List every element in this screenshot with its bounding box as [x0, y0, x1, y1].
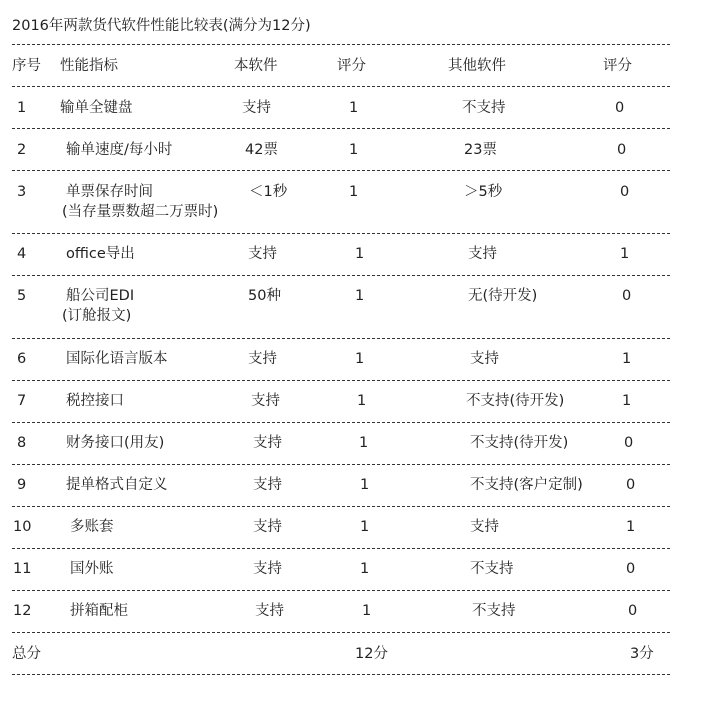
row-other-score: 0: [620, 184, 630, 200]
row-other-score: 0: [626, 477, 636, 493]
row-other-value: 无(待开发): [468, 288, 538, 304]
row-ours-score: 1: [359, 435, 369, 451]
row-ours-score: 1: [355, 351, 365, 367]
feature-name: 拼箱配柜: [70, 603, 128, 619]
row-ours-value: 支持: [248, 246, 277, 262]
row-other-score: 0: [624, 435, 634, 451]
row-ours-value: 支持: [251, 393, 280, 409]
row-other-value: ＞5秒: [464, 184, 503, 200]
row-number: 7: [17, 393, 27, 409]
row-number: 2: [17, 142, 27, 158]
row-other-value: 支持: [468, 246, 497, 262]
row-number: 11: [13, 561, 32, 577]
header-ours-score: 评分: [337, 58, 366, 74]
row-ours-value: 50种: [248, 288, 281, 304]
row-divider: [12, 128, 670, 129]
row-ours-value: 42票: [245, 142, 278, 158]
row-feature: [66, 349, 168, 369]
row-feature: [66, 391, 124, 411]
row-divider: [12, 380, 670, 381]
header-other-score: 评分: [603, 58, 632, 74]
row-ours-score: 1: [355, 288, 365, 304]
row-other-value: 不支持(待开发): [470, 435, 569, 451]
feature-name: 财务接口(用友): [66, 435, 165, 451]
row-number: 8: [17, 435, 27, 451]
row-number: 4: [17, 246, 27, 262]
feature-name: 国际化语言版本: [66, 351, 168, 367]
row-other-score: 1: [620, 246, 630, 262]
row-feature: [70, 559, 114, 579]
row-number: 1: [17, 100, 27, 116]
row-other-value: 支持: [470, 351, 499, 367]
feature-name: 船公司EDI: [66, 288, 135, 304]
row-number: 3: [17, 184, 27, 200]
row-other-score: 1: [622, 393, 632, 409]
row-other-value: 支持: [470, 519, 499, 535]
row-other-value: 不支持: [472, 603, 516, 619]
row-divider: [12, 464, 670, 465]
row-ours-score: 1: [349, 100, 359, 116]
row-divider: [12, 275, 670, 276]
row-other-value: 不支持: [462, 100, 506, 116]
row-feature: [66, 140, 172, 160]
row-divider: [12, 506, 670, 507]
row-number: 6: [17, 351, 27, 367]
row-feature: [70, 601, 128, 621]
feature-name: 输单速度/每小时: [66, 142, 173, 158]
row-ours-score: 1: [360, 561, 370, 577]
row-ours-value: 支持: [242, 100, 271, 116]
row-ours-score: 1: [349, 184, 359, 200]
row-ours-value: 支持: [253, 477, 282, 493]
row-ours-score: 1: [360, 477, 370, 493]
row-other-score: 0: [622, 288, 632, 304]
row-other-score: 1: [622, 351, 632, 367]
row-other-score: 0: [615, 100, 625, 116]
header-no: 序号: [12, 58, 41, 74]
feature-name: office导出: [66, 246, 135, 262]
row-number: 12: [13, 603, 32, 619]
row-ours-value: 支持: [253, 561, 282, 577]
row-divider: [12, 422, 670, 423]
row-other-value: 不支持(待开发): [466, 393, 565, 409]
row-feature: [66, 433, 164, 453]
row-divider: [12, 632, 670, 633]
total-other-score: 3分: [630, 646, 654, 662]
feature-note: (当存量票数超二万票时): [62, 204, 219, 220]
row-ours-value: 支持: [248, 351, 277, 367]
row-divider: [12, 233, 670, 234]
comparison-table-title: 2016年两款货代软件性能比较表(满分为12分): [12, 18, 311, 34]
row-ours-score: 1: [360, 519, 370, 535]
row-ours-score: 1: [355, 246, 365, 262]
row-number: 10: [13, 519, 32, 535]
row-feature: [62, 286, 135, 326]
row-divider: [12, 170, 670, 171]
row-ours-value: 支持: [253, 519, 282, 535]
header-ours: 本软件: [234, 58, 278, 74]
row-feature: [66, 475, 168, 495]
row-divider: [12, 674, 670, 675]
row-feature: [66, 244, 135, 264]
row-divider: [12, 590, 670, 591]
row-divider: [12, 44, 670, 45]
row-number: 5: [17, 288, 27, 304]
row-feature: [62, 182, 219, 222]
header-other: 其他软件: [448, 58, 506, 74]
row-ours-value: 支持: [255, 603, 284, 619]
row-ours-score: 1: [357, 393, 367, 409]
feature-name: 税控接口: [66, 393, 124, 409]
row-ours-score: 1: [349, 142, 359, 158]
total-label: 总分: [12, 646, 41, 662]
row-feature: [70, 517, 114, 537]
row-other-score: 0: [626, 561, 636, 577]
row-other-score: 1: [626, 519, 636, 535]
row-ours-value: ＜1秒: [249, 184, 288, 200]
header-feature: 性能指标: [60, 58, 118, 74]
row-other-value: 23票: [464, 142, 497, 158]
row-other-value: 不支持: [470, 561, 514, 577]
row-feature: [60, 98, 133, 118]
feature-name: 多账套: [70, 519, 114, 535]
total-ours-score: 12分: [355, 646, 388, 662]
row-other-score: 0: [628, 603, 638, 619]
row-other-score: 0: [617, 142, 627, 158]
feature-note: (订舱报文): [62, 308, 132, 324]
row-ours-value: 支持: [253, 435, 282, 451]
feature-name: 输单全键盘: [60, 100, 133, 116]
feature-name: 提单格式自定义: [66, 477, 168, 493]
row-number: 9: [17, 477, 27, 493]
row-divider: [12, 548, 670, 549]
feature-name: 国外账: [70, 561, 114, 577]
row-ours-score: 1: [362, 603, 372, 619]
row-other-value: 不支持(客户定制): [470, 477, 583, 493]
row-divider: [12, 338, 670, 339]
row-divider: [12, 86, 670, 87]
feature-name: 单票保存时间: [66, 184, 153, 200]
